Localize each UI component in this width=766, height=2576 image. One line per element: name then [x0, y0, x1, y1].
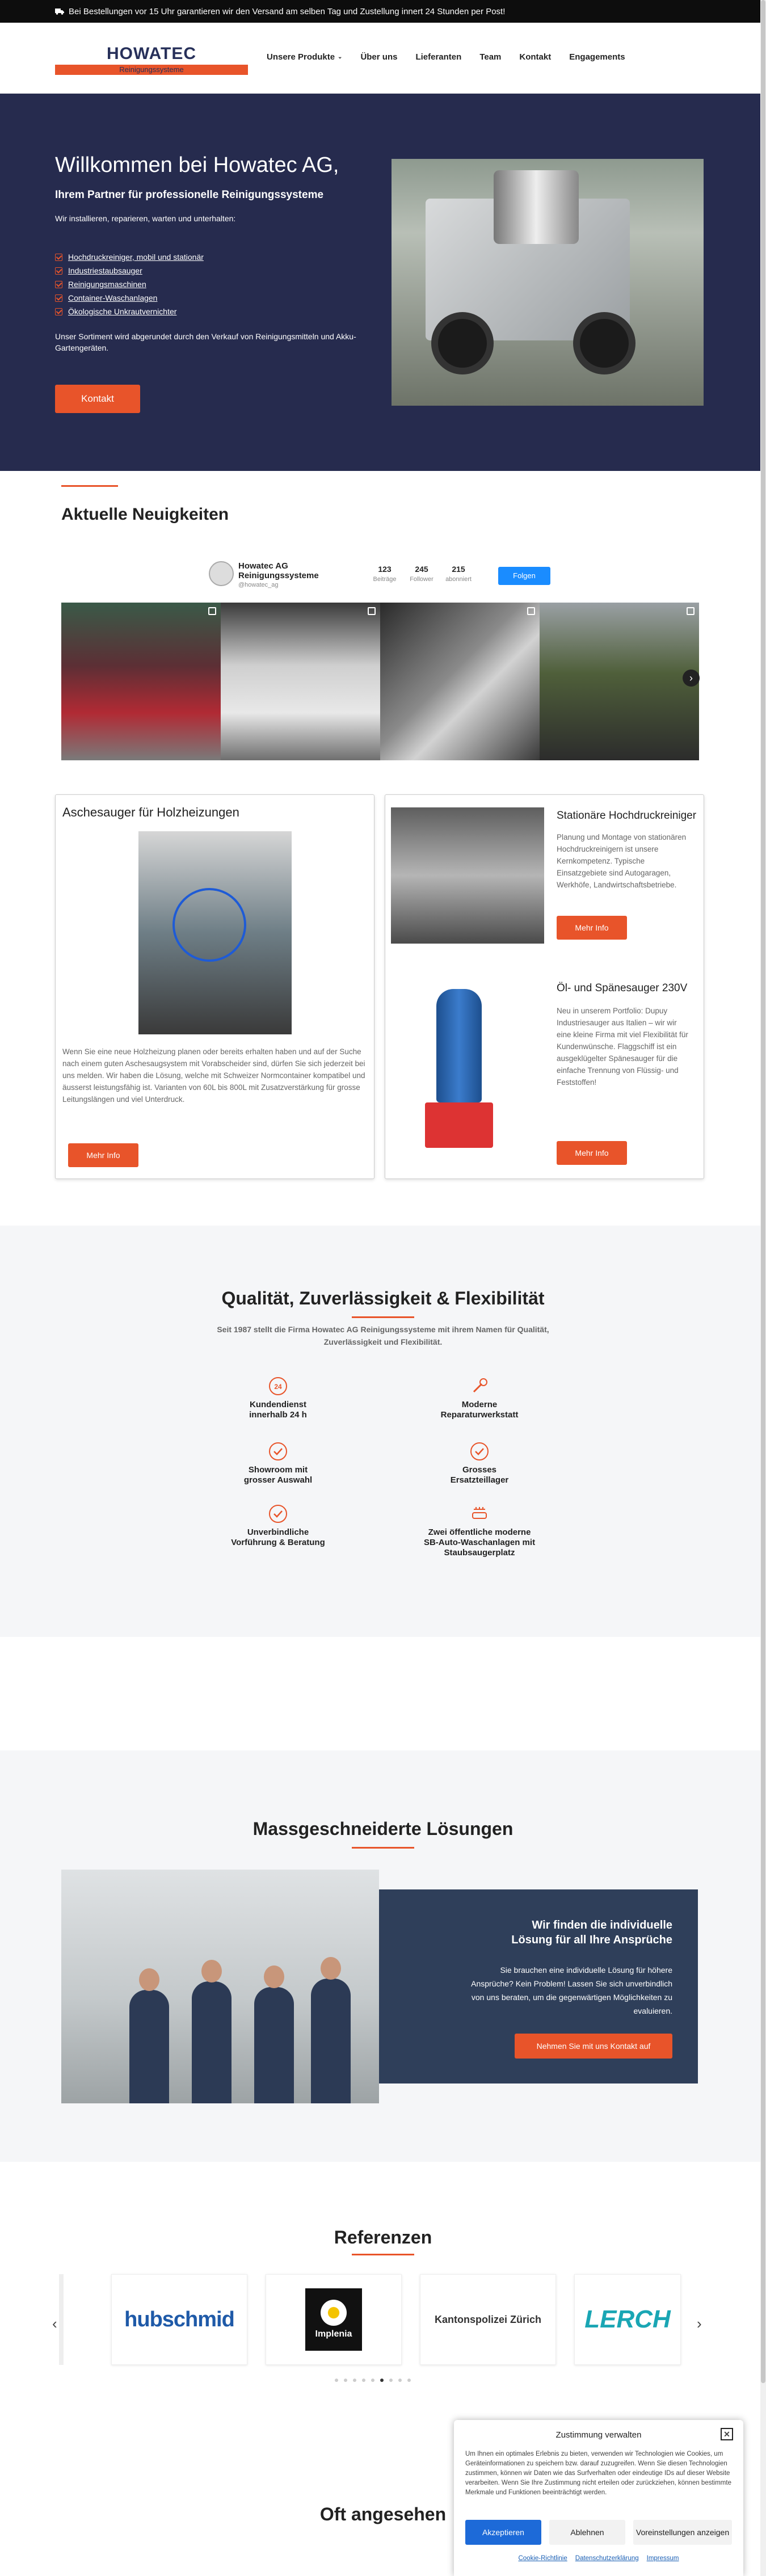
logo-text: hubschmid	[124, 2307, 234, 2331]
slider-dot[interactable]	[344, 2379, 347, 2382]
close-icon[interactable]: ✕	[721, 2428, 733, 2440]
instagram-post[interactable]	[380, 603, 540, 760]
contact-button[interactable]: Kontakt	[55, 385, 140, 413]
service-label: Container-Waschanlagen	[68, 293, 158, 302]
instagram-post[interactable]	[61, 603, 221, 760]
announcement-text: Bei Bestellungen vor 15 Uhr garantieren wir den Versand am selben Tag und Zustellung innert 24 Stunden per Post!	[69, 6, 506, 16]
preferences-button[interactable]: Voreinstellungen anzeigen	[633, 2520, 732, 2545]
checkbox-icon	[55, 281, 62, 288]
card-title: Stationäre Hochdruckreiniger	[557, 810, 697, 822]
nav-item-about[interactable]: Über uns	[360, 52, 398, 62]
feature-label: Zwei öffentliche moderne SB-Auto-Waschanlagen mit Staubsaugerplatz	[423, 1527, 536, 1558]
often-viewed-title: Oft angesehen	[319, 2504, 447, 2524]
feature-item	[193, 1376, 363, 1420]
stat-followers	[405, 565, 439, 584]
chevron-left-icon[interactable]: ‹	[52, 2315, 57, 2332]
instagram-post[interactable]	[221, 603, 380, 760]
tailored-solutions-section	[0, 1750, 766, 2162]
gallery-icon	[208, 607, 216, 615]
news-title: Aktuelle Neuigkeiten	[61, 505, 229, 524]
service-link[interactable]	[55, 291, 204, 305]
instagram-header	[209, 559, 561, 593]
vacuum-base	[425, 1102, 493, 1148]
checkbox-icon	[55, 294, 62, 302]
nav-item-products[interactable]	[267, 52, 342, 62]
nav-item-engagements[interactable]: Engagements	[569, 52, 625, 62]
reference-logo	[420, 2274, 556, 2365]
service-link[interactable]	[55, 305, 204, 318]
cookie-consent-dialog	[454, 2420, 743, 2576]
reference-logo	[266, 2274, 402, 2365]
reference-logo	[111, 2274, 247, 2365]
references-title: Referenzen	[334, 2227, 432, 2247]
stat-label: abonniert	[445, 576, 472, 583]
section-accent-line	[352, 1316, 414, 1318]
chevron-right-icon[interactable]: ›	[683, 670, 700, 687]
cookie-title: Zustimmung verwalten	[555, 2430, 642, 2440]
quality-section	[0, 1226, 766, 1637]
scrollbar-thumb[interactable]	[761, 0, 765, 2383]
stat-value: 215	[452, 565, 465, 574]
service-link[interactable]	[55, 277, 204, 291]
flower-icon	[321, 2300, 347, 2326]
slider-dot[interactable]	[353, 2379, 356, 2382]
reference-logos	[61, 2274, 681, 2365]
nav-label: Unsere Produkte	[267, 52, 335, 62]
check-circle-icon	[268, 1504, 288, 1524]
wrench-icon	[469, 1376, 490, 1396]
stat-posts	[368, 565, 402, 584]
feature-item	[394, 1504, 565, 1558]
slider-dot[interactable]	[335, 2379, 338, 2382]
card-text: Neu in unserem Portfolio: Dupuy Industriesauger aus Italien – wir wir eine kleine Firma mit viel Flexibilität für Kundenwünsche. Flaggschiff ist ein ausgeklügelter Spänesauger für die einfache Trennung von Flüssig- und Feststoffen!	[557, 1007, 688, 1087]
card-products	[385, 794, 704, 1179]
nav-item-contact[interactable]: Kontakt	[519, 52, 552, 62]
slider-dot-active[interactable]	[380, 2379, 384, 2382]
service-link[interactable]	[55, 250, 204, 264]
wheel	[431, 312, 494, 374]
checkbox-icon	[55, 308, 62, 315]
announcement-bar	[0, 0, 766, 23]
feature-item	[193, 1441, 363, 1485]
person	[192, 1981, 232, 2103]
slider-dot[interactable]	[389, 2379, 393, 2382]
stationary-washer-image	[391, 807, 544, 944]
slider-dot[interactable]	[398, 2379, 402, 2382]
stat-value: 123	[378, 565, 392, 574]
deny-button[interactable]: Ablehnen	[549, 2520, 625, 2545]
nav-item-suppliers[interactable]: Lieferanten	[415, 52, 462, 62]
person	[254, 1987, 294, 2103]
gallery-icon	[368, 607, 376, 615]
reference-logo	[574, 2274, 681, 2365]
cookie-links	[454, 2555, 743, 2562]
logo-text: LERCH	[584, 2305, 671, 2333]
hero-sortiment: Unser Sortiment wird abgerundet durch den Verkauf von Reinigungsmitteln und Akku-Gartengeräten.	[55, 332, 356, 352]
vacuum-tank	[436, 989, 482, 1102]
follow-button[interactable]: Folgen	[498, 567, 550, 585]
feature-label: Kundendienst innerhalb 24 h	[249, 1400, 307, 1420]
page-scrollbar[interactable]	[760, 0, 766, 2576]
quality-title: Qualität, Zuverlässigkeit & Flexibilität	[221, 1288, 545, 1308]
cookie-text: Um Ihnen ein optimales Erlebnis zu bieten, verwenden wir Technologien wie Cookies, um Geräteinformationen zu speichern bzw. darauf zuzugreifen. Wenn Sie diesen Technologien zustimmen, können wir Daten wie das Surfverhalten oder eindeutige IDs auf dieser Website verarbeiten. Wenn Sie Ihre Zustimmung nicht erteilen oder zurückziehen, können bestimmte Merkmale und Funktionen beeinträchtigt werden.	[465, 2451, 731, 2496]
check-circle-icon	[268, 1441, 288, 1462]
stat-label: Beiträge	[373, 576, 397, 583]
section-accent-line	[352, 2254, 414, 2255]
service-label: Industriestaubsauger	[68, 266, 142, 275]
cta-box	[379, 1889, 698, 2083]
cta-title: Wir finden die individuelle Lösung für all Ihre Ansprüche	[511, 1919, 672, 1946]
contact-us-button[interactable]: Nehmen Sie mit uns Kontakt auf	[515, 2034, 672, 2059]
more-info-button[interactable]: Mehr Info	[68, 1143, 138, 1167]
hero-subtitle: Ihrem Partner für professionelle Reinigungssysteme	[55, 189, 324, 201]
tailored-title: Massgeschneiderte Lösungen	[252, 1819, 514, 1839]
more-info-button[interactable]: Mehr Info	[557, 916, 627, 940]
ash-vacuum-image	[138, 831, 292, 1034]
checkbox-icon	[55, 254, 62, 261]
machine-tank	[494, 170, 579, 244]
chevron-down-icon: ⌄	[338, 54, 343, 60]
stat-label: Follower	[410, 576, 433, 583]
card-aschesauger	[55, 794, 374, 1179]
feature-item	[193, 1504, 363, 1548]
cookie-policy-link[interactable]: Cookie-Richtlinie	[518, 2555, 567, 2562]
logo-text: Implenia	[315, 2329, 352, 2339]
check-circle-icon	[469, 1441, 490, 1462]
implenia-badge	[305, 2288, 362, 2351]
camera-icon	[687, 607, 695, 615]
instagram-handle: @howatec_ag	[238, 582, 279, 588]
svg-text:24: 24	[274, 1383, 282, 1391]
logo-tagline: Reinigungssysteme	[55, 65, 248, 75]
checkbox-icon	[55, 267, 62, 275]
feature-item	[394, 1441, 565, 1485]
logo-text: Kantonspolizei Zürich	[434, 2313, 541, 2325]
oil-vacuum-image	[419, 978, 499, 1159]
stat-following	[441, 565, 475, 584]
car-wash-icon	[469, 1504, 490, 1524]
slider-dot[interactable]	[371, 2379, 374, 2382]
service-link[interactable]	[55, 264, 204, 277]
section-accent-line	[61, 485, 118, 487]
truck-icon	[55, 8, 64, 15]
more-info-button[interactable]: Mehr Info	[557, 1141, 627, 1165]
feature-item	[394, 1376, 565, 1420]
hose-coil	[172, 888, 246, 962]
hero-pressure-washer-image	[392, 159, 704, 406]
main-nav	[267, 52, 625, 62]
cta-text: Sie brauchen eine individuelle Lösung für höhere Ansprüche? Kein Problem! Lassen Sie sich unverbindlich von uns beraten, um die gegenwärtigen Möglichkeiten zu evaluieren.	[471, 1965, 672, 2015]
card-title: Aschesauger für Holzheizungen	[62, 805, 239, 819]
quality-sub: Seit 1987 stellt die Firma Howatec AG Reinigungssysteme mit ihrem Namen für Qualität, Zuverlässigkeit und Flexibilität.	[217, 1325, 549, 1346]
card-text: Wenn Sie eine neue Holzheizung planen oder bereits erhalten haben und auf der Suche nach einem guten Aschesaugsystem mit Vorabscheider sind, dürfen Sie sich jederzeit bei uns melden. Wir haben die Lösung, welche mit Schweizer Normcontainer kompatibel und äusserst leistungsfähig ist. Varianten von 60L bis 800L mit Zusatzverstärkung für grosse Leitungslängen und viel Unterdruck.	[62, 1047, 365, 1104]
avatar[interactable]	[209, 561, 234, 586]
service-label: Ökologische Unkrautvernichter	[68, 307, 177, 316]
card-text: Planung und Montage von stationären Hochdruckreinigern ist unsere Kernkompetenz. Typische Einsatzgebiete sind Autogaragen, Werkhöfe, Landwirtschaftsbetriebe.	[557, 833, 687, 889]
hero-title: Willkommen bei Howatec AG,	[55, 153, 339, 177]
slider-dots	[335, 2379, 411, 2382]
nav-item-team[interactable]: Team	[479, 52, 502, 62]
service-label: Reinigungsmaschinen	[68, 280, 146, 289]
accept-button[interactable]: Akzeptieren	[465, 2520, 541, 2545]
wheel	[573, 312, 635, 374]
chevron-right-icon[interactable]: ›	[697, 2315, 702, 2332]
gallery-icon	[527, 607, 535, 615]
section-accent-line	[352, 1847, 414, 1849]
logo-word: HOWATEC	[106, 44, 197, 63]
service-label: Hochdruckreiniger, mobil und stationär	[68, 252, 204, 262]
24h-icon	[268, 1376, 288, 1396]
service-list	[55, 250, 204, 318]
instagram-feed	[61, 603, 700, 760]
logo-partial	[59, 2274, 64, 2365]
feature-label: Moderne Reparaturwerkstatt	[440, 1400, 519, 1420]
privacy-link[interactable]: Datenschutzerklärung	[575, 2555, 639, 2562]
feature-label: Showroom mit grosser Auswahl	[243, 1465, 313, 1485]
hero-section	[0, 94, 766, 471]
feature-label: Grosses Ersatzteillager	[450, 1465, 509, 1485]
slider-dot[interactable]	[407, 2379, 411, 2382]
slider-dot[interactable]	[362, 2379, 365, 2382]
instagram-name: Howatec AG Reinigungssysteme	[238, 561, 319, 580]
site-header	[0, 23, 766, 94]
team-photo	[61, 1870, 379, 2103]
howatec-logo[interactable]	[55, 44, 248, 78]
person	[129, 1990, 169, 2103]
person	[311, 1979, 351, 2103]
feature-label: Unverbindliche Vorführung & Beratung	[231, 1527, 325, 1547]
stat-value: 245	[415, 565, 428, 574]
card-title: Öl- und Spänesauger 230V	[557, 982, 688, 994]
hero-intro: Wir installieren, reparieren, warten und unterhalten:	[55, 214, 236, 223]
imprint-link[interactable]: Impressum	[646, 2555, 679, 2562]
instagram-post[interactable]	[540, 603, 699, 760]
